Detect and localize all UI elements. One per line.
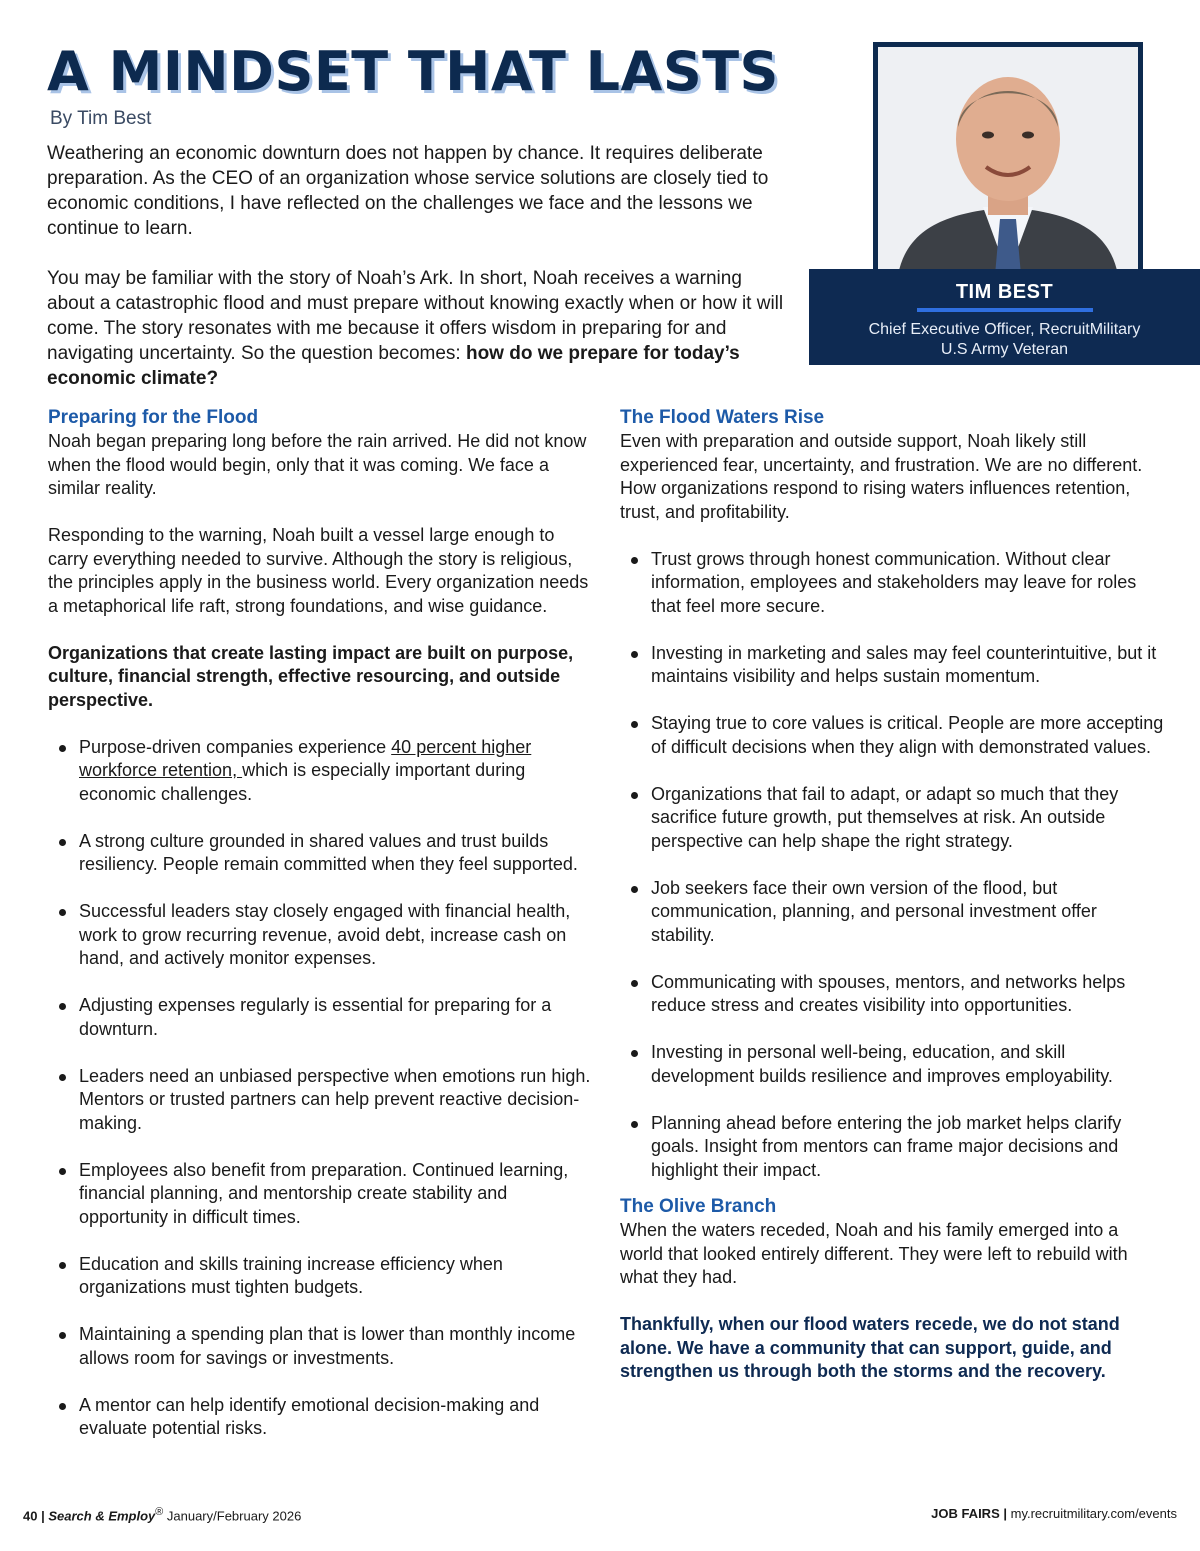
paragraph: Responding to the warning, Noah built a vessel large enough to carry everything needed to survive. Although the story is religious, the principles apply in the business world. Every organization needs a metaphorical life raft, strong foundations, and wise guidance. xyxy=(48,525,589,616)
intro-paragraph xyxy=(47,266,787,391)
list-item: Investing in marketing and sales may feel counterintuitive, but it maintains visibility and helps sustain momentum. xyxy=(620,642,1165,689)
author-role: Chief Executive Officer, RecruitMilitary xyxy=(868,321,1141,338)
intro xyxy=(47,141,787,416)
list-item: Leaders need an unbiased perspective when emotions run high. Mentors or trusted partners can help prevent reactive decision-making. xyxy=(48,1065,593,1136)
paragraph: Noah began preparing long before the rain arrived. He did not know when the flood would begin, only that it was coming. We face a similar reality. xyxy=(48,431,587,498)
article-title: A MINDSET THAT LASTS xyxy=(47,40,779,103)
author-service: U.S Army Veteran xyxy=(940,341,1069,358)
footer-events xyxy=(931,1506,1177,1521)
footer-publication xyxy=(23,1506,301,1523)
list-item: Communicating with spouses, mentors, and networks helps reduce stress and creates visibility into opportunities. xyxy=(620,971,1165,1018)
list-item: A mentor can help identify emotional decision-making and evaluate potential risks. xyxy=(48,1394,593,1441)
list-item: Purpose-driven companies experience 40 percent higher workforce retention, which is especially important during economic challenges. xyxy=(48,736,593,807)
right-column xyxy=(620,406,1165,1384)
list-item: Employees also benefit from preparation. Continued learning, financial planning, and mentorship create stability and opportunity in difficult times. xyxy=(48,1159,593,1230)
intro-paragraph: Weathering an economic downturn does not happen by chance. It requires deliberate preparation. As the CEO of an organization whose service solutions are closely tied to economic conditions, I have reflected on the challenges we face and the lessons we continue to learn. xyxy=(47,143,769,239)
list-item: Job seekers face their own version of the flood, but communication, planning, and personal investment offer stability. xyxy=(620,877,1165,948)
section-heading: The Olive Branch xyxy=(620,1196,777,1217)
left-column xyxy=(48,406,593,1441)
list-item: Trust grows through honest communication. Without clear information, employees and stakeholders may leave for roles that feel more secure. xyxy=(620,548,1165,619)
list-item: Planning ahead before entering the job market helps clarify goals. Insight from mentors can frame major decisions and highlight their impact. xyxy=(620,1112,1165,1183)
list-item: Investing in personal well-being, education, and skill development builds resilience and improves employability. xyxy=(620,1041,1165,1088)
author-portrait-illustration xyxy=(878,47,1138,275)
bold-paragraph: Organizations that create lasting impact are built on purpose, culture, financial strength, effective resourcing, and outside perspective. xyxy=(48,642,574,710)
registered-mark: ® xyxy=(155,1506,164,1518)
list-item: Maintaining a spending plan that is lower than monthly income allows room for savings or investments. xyxy=(48,1323,593,1370)
bullet-list xyxy=(620,548,1165,1183)
page-number: 40 | xyxy=(23,1508,45,1524)
issue-date: January/February 2026 xyxy=(166,1508,302,1524)
footer-section: JOB FAIRS | xyxy=(931,1506,1007,1521)
list-item: Organizations that fail to adapt, or adapt so much that they sacrifice future growth, put themselves at risk. An outside perspective can help shape the right strategy. xyxy=(620,783,1165,854)
list-item: Education and skills training increase efficiency when organizations must tighten budgets. xyxy=(48,1253,593,1300)
intro-text: You may be familiar with the story of Noah’s Ark. In short, Noah receives a warning about a catastrophic flood and must prepare without knowing exactly when or how it will come. The story resonates with me because it offers wisdom in preparing for and navigating uncertainty. So the question becomes: xyxy=(47,268,784,364)
bullet-list xyxy=(48,736,593,1441)
section-heading: The Flood Waters Rise xyxy=(620,407,825,428)
closing-statement: Thankfully, when our flood waters recede, we do not stand alone. We have a community that can support, guide, and strengthen us through both the storms and the recovery. xyxy=(620,1314,1120,1381)
name-underline xyxy=(917,308,1093,312)
paragraph: Even with preparation and outside support, Noah likely still experienced fear, uncertainty, and frustration. We are no different. How organizations respond to rising waters influences retention, trust, and profitability. xyxy=(620,431,1143,522)
publication-name: Search & Employ xyxy=(48,1508,156,1524)
footer-url[interactable]: my.recruitmilitary.com/events xyxy=(1010,1506,1177,1521)
list-item: Successful leaders stay closely engaged with financial health, work to grow recurring revenue, avoid debt, increase cash on hand, and actively monitor expenses. xyxy=(48,900,593,971)
retention-link[interactable]: 40 percent higher workforce retention, xyxy=(79,736,532,780)
list-item: A strong culture grounded in shared values and trust builds resiliency. People remain committed when they feel supported. xyxy=(48,830,593,877)
author-name: TIM BEST xyxy=(955,281,1054,303)
byline: By Tim Best xyxy=(50,108,152,129)
author-name-card xyxy=(809,269,1200,365)
intro-question: how do we prepare for today’s economic climate? xyxy=(47,343,740,389)
list-item: Adjusting expenses regularly is essential for preparing for a downturn. xyxy=(48,994,593,1041)
paragraph: When the waters receded, Noah and his family emerged into a world that looked entirely different. They were left to rebuild with what they had. xyxy=(620,1220,1128,1287)
section-heading: Preparing for the Flood xyxy=(48,407,259,428)
author-photo xyxy=(873,42,1143,280)
list-item: Staying true to core values is critical. People are more accepting of difficult decisions when they align with demonstrated values. xyxy=(620,712,1165,759)
